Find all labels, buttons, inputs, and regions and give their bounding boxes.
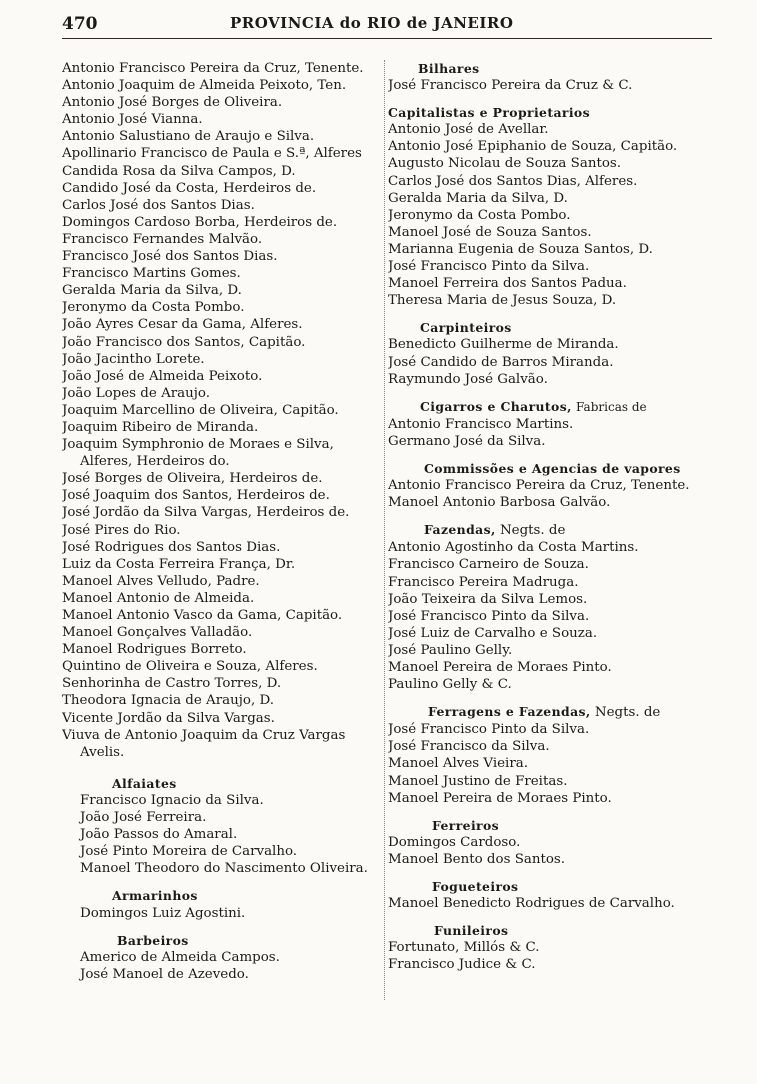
- list-item: José Pires do Rio.: [62, 522, 181, 538]
- list-item: Americo de Almeida Campos.: [80, 949, 280, 965]
- section-heading-ferragens: [388, 703, 718, 721]
- list-item: Antonio José de Avellar.: [388, 122, 549, 138]
- list-item: Quintino de Oliveira e Souza, Alferes.: [62, 659, 318, 675]
- list-item: José Francisco Pereira da Cruz & C.: [388, 78, 633, 94]
- list-item: José Luiz de Carvalho e Souza.: [388, 625, 598, 641]
- list-item: José Joaquim dos Santos, Herdeiros de.: [62, 488, 330, 504]
- list-item: Manoel Pereira de Moraes Pinto.: [388, 790, 612, 806]
- list-item: Germano José da Silva.: [388, 433, 546, 449]
- list-item: Manoel Pereira de Moraes Pinto.: [388, 660, 612, 675]
- list-item: Manoel Antonio Vasco da Gama, Capitão.: [62, 608, 343, 623]
- list-item: Domingos Cardoso Borba, Herdeiros de.: [62, 214, 338, 230]
- section-heading-cigarros-title: Cigarros e Charutos,: [420, 398, 572, 414]
- section-heading-cigarros: [388, 398, 718, 416]
- list-item: José Manoel de Azevedo.: [80, 966, 249, 982]
- list-item: Paulino Gelly & C.: [388, 677, 512, 693]
- list-item: Jeronymo da Costa Pombo.: [388, 207, 571, 223]
- section-heading-carpinteiros: Carpinteiros: [420, 320, 512, 336]
- list-item: João Francisco dos Santos, Capitão.: [62, 334, 306, 350]
- column-divider: [384, 60, 385, 1000]
- section-heading-ferragens-title: Ferragens e Fazendas,: [428, 704, 591, 720]
- list-item: José Francisco Pinto da Silva.: [388, 722, 590, 738]
- list-item: Manoel Antonio Barbosa Galvão.: [388, 495, 611, 511]
- list-item: Manoel Alves Vieira.: [388, 756, 528, 772]
- section-heading-armarinhos: Armarinhos: [112, 888, 198, 904]
- list-item: Manoel Ferreira dos Santos Padua.: [388, 276, 627, 292]
- list-item: Carlos José dos Santos Dias, Alferes.: [388, 173, 638, 189]
- section-heading-ferragens-suffix: Negts. de: [594, 705, 661, 721]
- page-number: 470: [62, 14, 98, 34]
- list-item: Antonio José Vianna.: [62, 112, 203, 128]
- list-item-continuation: Alferes, Herdeiros do.: [80, 454, 230, 470]
- list-item: Fortunato, Millós & C.: [388, 940, 540, 956]
- section-heading-barbeiros: Barbeiros: [117, 932, 189, 948]
- header-rule: [62, 38, 712, 39]
- list-item: Senhorinha de Castro Torres, D.: [62, 676, 282, 692]
- section-heading-commissoes: Commissões e Agencias de vapores: [424, 460, 681, 476]
- list-item: Manoel Gonçalves Valladão.: [62, 625, 253, 641]
- list-item: Luiz da Costa Ferreira França, Dr.: [62, 556, 296, 572]
- list-item: Carlos José dos Santos Dias.: [62, 197, 255, 213]
- list-item: João José Ferreira.: [80, 810, 207, 826]
- list-item: Antonio José Borges de Oliveira.: [62, 95, 283, 111]
- list-item: Antonio Agostinho da Costa Martins.: [388, 540, 639, 556]
- list-item: Manoel Alves Velludo, Padre.: [62, 573, 260, 589]
- section-heading-funileiros: Funileiros: [434, 923, 509, 939]
- list-item: José Borges de Oliveira, Herdeiros de.: [62, 471, 323, 487]
- list-item: Francisco Fernandes Malvão.: [62, 231, 263, 247]
- list-item: Manoel Bento dos Santos.: [388, 851, 566, 867]
- list-item: João Passos do Amaral.: [80, 827, 238, 843]
- list-item: Antonio Salustiano de Araujo e Silva.: [62, 129, 315, 145]
- section-heading-cigarros-suffix: Fabricas de: [576, 399, 647, 414]
- list-item: João Lopes de Araujo.: [62, 385, 210, 401]
- section-heading-fogueteiros: Fogueteiros: [432, 879, 519, 895]
- list-item: José Pinto Moreira de Carvalho.: [80, 844, 298, 860]
- list-item: Manoel Justino de Freitas.: [388, 773, 568, 789]
- list-item: Jeronymo da Costa Pombo.: [62, 300, 245, 316]
- list-item: Francisco Judice & C.: [388, 957, 536, 973]
- list-item: Geralda Maria da Silva, D.: [62, 283, 242, 299]
- list-item: Apollinario Francisco de Paula e S.ª, Alferes: [62, 146, 362, 162]
- list-item: Augusto Nicolau de Souza Santos.: [388, 156, 622, 172]
- list-item-continuation: Avelis.: [80, 744, 125, 760]
- list-item: João Teixeira da Silva Lemos.: [388, 591, 588, 607]
- section-heading-bilhares: Bilhares: [418, 61, 480, 76]
- section-heading-alfaiates: Alfaiates: [112, 775, 177, 791]
- section-heading-fazendas: [388, 521, 718, 539]
- list-item: Francisco Carneiro de Souza.: [388, 557, 589, 573]
- list-item: Marianna Eugenia de Souza Santos, D.: [388, 241, 653, 257]
- list-item: Benedicto Guilherme de Miranda.: [388, 337, 619, 353]
- list-item: Antonio Joaquim de Almeida Peixoto, Ten.: [62, 78, 347, 94]
- list-item: Raymundo José Galvão.: [388, 371, 548, 387]
- list-item: Joaquim Ribeiro de Miranda.: [62, 419, 259, 435]
- list-item: João Ayres Cesar da Gama, Alferes.: [62, 317, 303, 333]
- section-heading-fazendas-title: Fazendas,: [424, 522, 496, 538]
- list-item: Antonio José Epiphanio de Souza, Capitão.: [388, 139, 678, 155]
- list-item: José Paulino Gelly.: [388, 642, 513, 658]
- section-heading-ferreiros: Ferreiros: [432, 817, 500, 833]
- list-item: João José de Almeida Peixoto.: [62, 368, 263, 384]
- list-item: Theresa Maria de Jesus Souza, D.: [388, 293, 617, 309]
- section-heading-capitalistas: Capitalistas e Proprietarios: [388, 105, 590, 121]
- list-item: Vicente Jordão da Silva Vargas.: [62, 710, 275, 726]
- list-item: Manoel José de Souza Santos.: [388, 224, 592, 240]
- list-item: Candido José da Costa, Herdeiros de.: [62, 180, 317, 196]
- list-item: Manoel Benedicto Rodrigues de Carvalho.: [388, 896, 675, 912]
- running-title: PROVINCIA do RIO de JANEIRO: [230, 14, 514, 32]
- section-heading-fazendas-suffix: Negts. de: [499, 523, 566, 539]
- list-item: Joaquim Marcellino de Oliveira, Capitão.: [62, 402, 339, 418]
- list-item: Antonio Francisco Pereira da Cruz, Tenente.: [388, 478, 690, 494]
- list-item: Antonio Francisco Pereira da Cruz, Tenente.: [62, 61, 364, 76]
- page-header: [62, 12, 712, 38]
- right-column: [388, 60, 718, 974]
- list-item: José Jordão da Silva Vargas, Herdeiros de.: [62, 505, 350, 521]
- list-item: Francisco José dos Santos Dias.: [62, 249, 278, 265]
- list-item: José Francisco da Silva.: [388, 739, 550, 755]
- list-item: João Jacintho Lorete.: [62, 351, 205, 367]
- list-item: Manoel Antonio de Almeida.: [62, 590, 255, 606]
- list-item: Francisco Martins Gomes.: [62, 266, 241, 282]
- list-item: José Candido de Barros Miranda.: [388, 354, 614, 370]
- list-item: Viuva de Antonio Joaquim da Cruz Vargas: [62, 727, 346, 743]
- list-item: Candida Rosa da Silva Campos, D.: [62, 163, 296, 179]
- list-item: José Francisco Pinto da Silva.: [388, 259, 590, 275]
- list-item: Domingos Luiz Agostini.: [80, 905, 246, 921]
- list-item: José Rodrigues dos Santos Dias.: [62, 539, 281, 555]
- list-item: Antonio Francisco Martins.: [388, 416, 574, 432]
- list-item: Geralda Maria da Silva, D.: [388, 190, 568, 206]
- list-item: Francisco Pereira Madruga.: [388, 574, 579, 590]
- list-item: José Francisco Pinto da Silva.: [388, 608, 590, 624]
- left-column: [62, 60, 384, 983]
- list-item: Theodora Ignacia de Araujo, D.: [62, 693, 274, 709]
- list-item: Joaquim Symphronio de Moraes e Silva,: [62, 437, 334, 453]
- list-item: Francisco Ignacio da Silva.: [80, 792, 264, 808]
- list-item: Domingos Cardoso.: [388, 834, 521, 850]
- list-item: Manoel Theodoro do Nascimento Oliveira.: [80, 861, 368, 877]
- list-item: Manoel Rodrigues Borreto.: [62, 642, 247, 658]
